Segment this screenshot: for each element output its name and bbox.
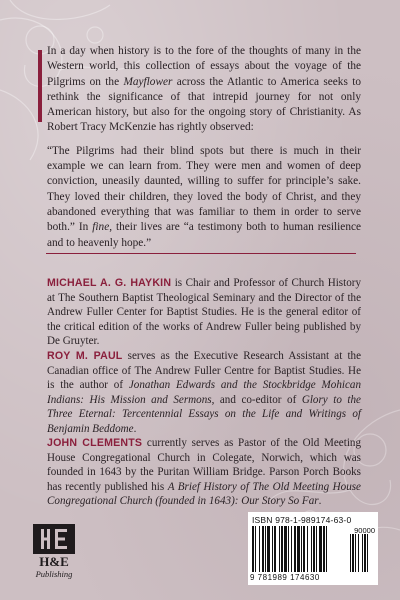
author-name: JOHN CLEMENTS bbox=[47, 437, 143, 449]
author-bio-haykin: MICHAEL A. G. HAYKIN is Chair and Professor of Church History at The Southern Baptist Theological Seminary and the Director of the Andrew Fuller Center for Baptist Studies. He is the general editor of the critical edition of the works of Andrew Fuller being published by De Gruyter. bbox=[47, 277, 361, 348]
barcode-price-code: 90000 bbox=[354, 526, 375, 535]
author-bio-paul: ROY M. PAUL serves as the Executive Research Assistant at the Canadian office of The Andrew Fuller Centre for Baptist Studies. He is the author of Jonathan Edwards and the Stockbridge Mohican Indians: His Mission and Sermons, and co-editor of Glory to the Three Eternal: Tercentennial Essays on the Life and Writings of Benjamin Beddome. bbox=[47, 350, 361, 435]
intro-text bbox=[47, 44, 361, 251]
barcode-digits: 9 781989 174630 bbox=[250, 573, 320, 582]
intro-first-letter: I bbox=[47, 45, 51, 57]
he-logo-icon bbox=[33, 524, 75, 554]
drop-cap-accent-bar bbox=[38, 50, 42, 122]
author-bio-clements: JOHN CLEMENTS currently serves as Pastor of the Old Meeting House Congregational Church in Colegate, Norwich, which was founded in 1643 by the Puritan William Bridge. Parson Porch Books has recently published his A Brief History of The Old Meeting House Congregational Church (founded in 1643): Our Story So Far. bbox=[47, 437, 361, 508]
author-name: ROY M. PAUL bbox=[47, 350, 123, 362]
author-name: MICHAEL A. G. HAYKIN bbox=[47, 277, 172, 289]
publisher-logo-mark bbox=[33, 524, 75, 554]
intro-paragraph: In a day when history is to the fore of the thoughts of many in the Western world, this collection of essays about the voyage of the Pilgrims on the Mayflower across the Atlantic to America seeks to rethink the significance of that intrepid journey for not only American history, but also for the ongoing story of Christianity. As Robert Tracy McKenzie has rightly observed: bbox=[47, 45, 361, 134]
publisher-logo bbox=[33, 524, 75, 586]
intro-quote: “The Pilgrims had their blind spots but there is much in their example we can learn from. They were men and women of deep conviction, uneasily daunted, willing to suffer for principle’s sake. They loved their children, they loved the body of Christ, and they abandoned everything that was familiar to them in order to serve both.” In fine, their lives are “a testimony both to human resilience and to heavenly hope.” bbox=[47, 144, 361, 249]
isbn-barcode bbox=[248, 512, 378, 585]
section-divider bbox=[46, 253, 356, 254]
publisher-subtitle: Publishing bbox=[35, 569, 73, 579]
isbn-number: ISBN 978-1-989174-63-0 bbox=[252, 515, 352, 525]
publisher-name: H&E bbox=[39, 554, 69, 569]
